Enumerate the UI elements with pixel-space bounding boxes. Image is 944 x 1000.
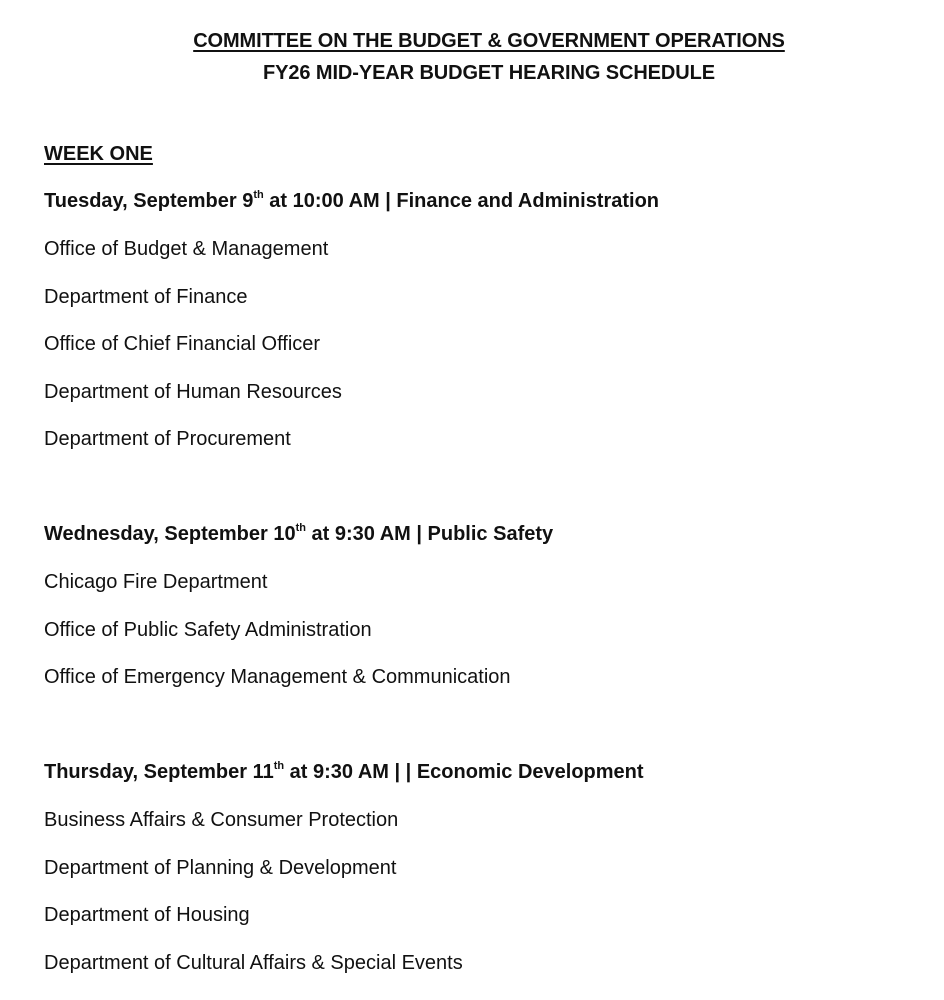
week-label: WEEK ONE bbox=[44, 143, 153, 165]
department-item: Department of Planning & Development bbox=[44, 857, 397, 879]
session-heading-wednesday: Wednesday, September 10th at 9:30 AM | Public Safety bbox=[44, 522, 554, 545]
department-item: Office of Chief Financial Officer bbox=[44, 333, 321, 355]
department-item: Department of Housing bbox=[44, 904, 250, 926]
department-item: Department of Procurement bbox=[44, 428, 291, 450]
schedule-title: FY26 MID-YEAR BUDGET HEARING SCHEDULE bbox=[263, 62, 715, 84]
department-item: Department of Finance bbox=[44, 286, 248, 308]
department-item: Chicago Fire Department bbox=[44, 571, 268, 593]
department-item: Office of Emergency Management & Communication bbox=[44, 666, 511, 688]
department-item: Department of Human Resources bbox=[44, 381, 342, 403]
department-item: Business Affairs & Consumer Protection bbox=[44, 809, 399, 831]
department-item: Office of Public Safety Administration bbox=[44, 619, 372, 641]
department-item: Office of Budget & Management bbox=[44, 238, 329, 260]
session-heading-thursday: Thursday, September 11th at 9:30 AM | | Economic Development bbox=[44, 760, 644, 783]
department-item: Department of Cultural Affairs & Special Events bbox=[44, 952, 463, 974]
committee-title: COMMITTEE ON THE BUDGET & GOVERNMENT OPERATIONS bbox=[193, 30, 785, 52]
session-heading-tuesday: Tuesday, September 9th at 10:00 AM | Finance and Administration bbox=[44, 189, 660, 212]
